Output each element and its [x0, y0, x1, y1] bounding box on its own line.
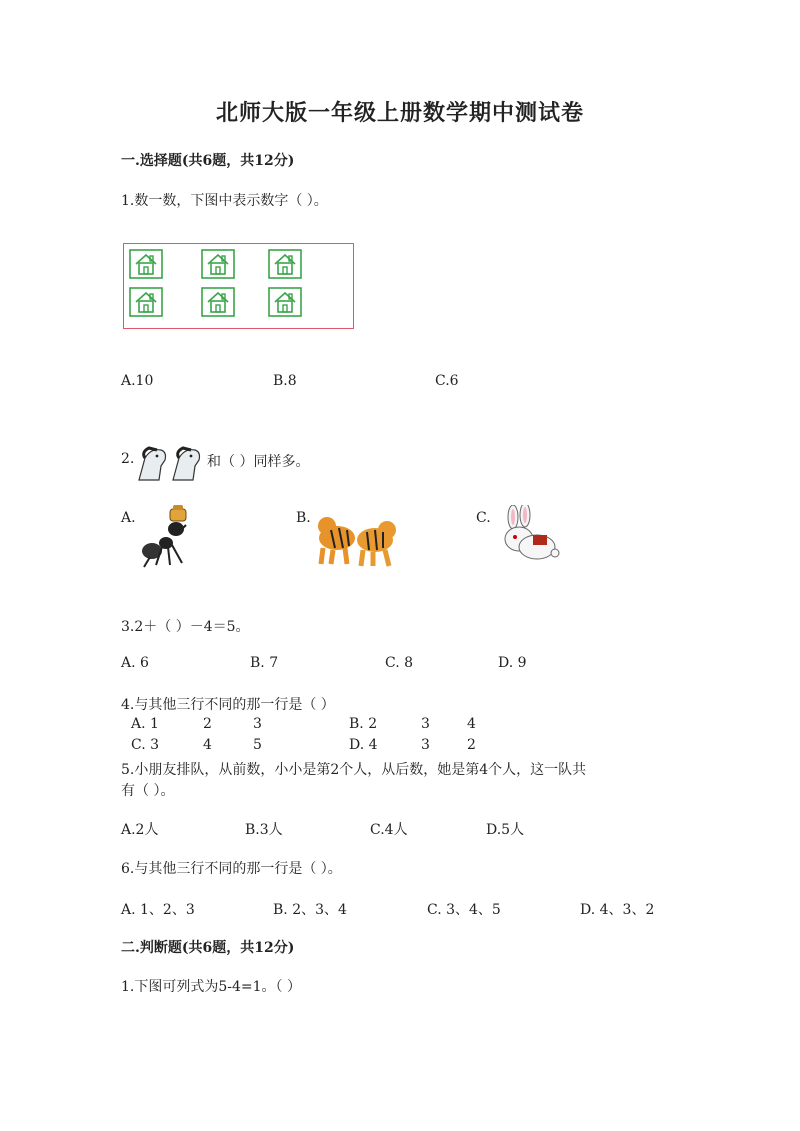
q3-option-a: A. 6 — [121, 655, 149, 671]
q4-row-d-cell: 3 — [421, 737, 430, 753]
house-icon — [201, 249, 235, 279]
section-heading-choice: 一.选择题(共6题，共12分) — [121, 153, 295, 169]
horse-icon — [135, 444, 205, 484]
q4-row-a-cell: 2 — [203, 716, 212, 732]
q6-option-b: B. 2、3、4 — [273, 902, 347, 918]
q1-option-c: C.6 — [435, 373, 459, 389]
q3-option-b: B. 7 — [250, 655, 279, 671]
q2-option-a: A. — [121, 510, 136, 526]
q1-option-b: B.8 — [273, 373, 297, 389]
q5-option-b: B.3人 — [245, 822, 283, 838]
q2-option-b: B. — [296, 510, 311, 526]
q5-option-d: D.5人 — [486, 822, 525, 838]
house-icon — [129, 249, 163, 279]
q4-row-c-cell: C. 3 — [131, 737, 160, 753]
q6-option-d: D. 4、3、2 — [580, 902, 655, 918]
q4-row-d-cell: 2 — [467, 737, 476, 753]
house-icon — [201, 287, 235, 317]
q4-row-b-cell: 3 — [421, 716, 430, 732]
house-icon — [268, 249, 302, 279]
q4-row-d — [349, 737, 476, 753]
q5-option-c: C.4人 — [370, 822, 408, 838]
tiger-icon — [315, 508, 401, 568]
q4-row-a-cell: 3 — [253, 716, 262, 732]
q2-option-c: C. — [476, 510, 491, 526]
q3-option-c: C. 8 — [385, 655, 414, 671]
question-4-text: 4.与其他三行不同的那一行是（ ） — [121, 697, 335, 713]
q5-option-a: A.2人 — [121, 822, 159, 838]
judgement-1-text: 1.下图可列式为5-4=1。（ ） — [121, 979, 301, 995]
rabbit-icon — [495, 505, 561, 567]
house-picture-frame — [123, 243, 354, 329]
q1-option-a: A.10 — [121, 373, 154, 389]
section-heading-judgement: 二.判断题(共6题，共12分) — [121, 940, 295, 956]
q4-row-c-cell: 5 — [253, 737, 262, 753]
q4-row-b-cell: B. 2 — [349, 716, 378, 732]
q4-row-b-cell: 4 — [467, 716, 476, 732]
q4-row-a-cell: A. 1 — [131, 716, 159, 732]
question-2-text: 和（ ）同样多。 — [207, 454, 310, 470]
q4-row-d-cell: D. 4 — [349, 737, 378, 753]
question-6-text: 6.与其他三行不同的那一行是（ ）。 — [121, 861, 342, 877]
question-5-line2: 有（ ）。 — [121, 783, 175, 799]
house-icon — [129, 287, 163, 317]
question-5-line1: 5.小朋友排队，从前数，小小是第2个人，从后数，她是第4个人，这一队共 — [121, 762, 587, 778]
q4-row-c — [131, 737, 262, 753]
question-2-number: 2. — [121, 451, 135, 467]
q4-row-c-cell: 4 — [203, 737, 212, 753]
q3-option-d: D. 9 — [498, 655, 527, 671]
q6-option-a: A. 1、2、3 — [121, 902, 195, 918]
q4-row-b — [349, 716, 476, 732]
q6-option-c: C. 3、4、5 — [427, 902, 501, 918]
question-3-text: 3.2＋（ ）－4＝5。 — [121, 619, 250, 635]
question-1-text: 1.数一数，下图中表示数字（ ）。 — [121, 193, 328, 209]
q4-row-a — [131, 716, 262, 732]
ant-icon — [140, 505, 198, 571]
page-title: 北师大版一年级上册数学期中测试卷 — [215, 100, 584, 126]
house-icon — [268, 287, 302, 317]
